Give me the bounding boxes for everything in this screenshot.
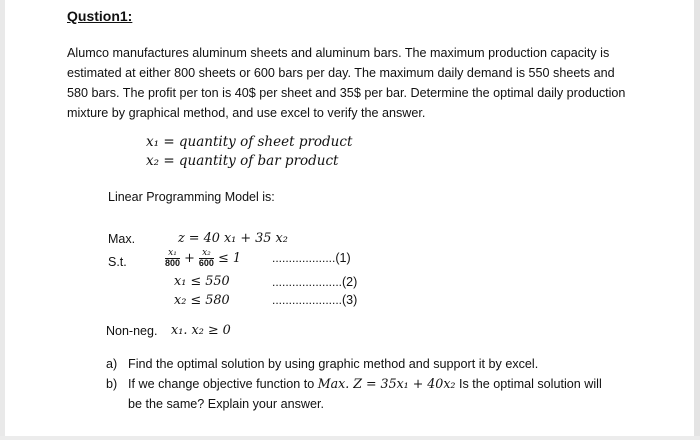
- constraint-1-rhs: ≤ 1: [218, 251, 241, 266]
- lp-model-heading: Linear Programming Model is:: [108, 190, 275, 204]
- question-title: Qustion1:: [67, 8, 133, 24]
- constraint-2: x₁ ≤ 550: [174, 274, 230, 289]
- st-label: S.t.: [108, 255, 127, 269]
- fraction-x2-over-600: $\frac{\text{x₂}}{600}$: [198, 248, 214, 268]
- question-b: b) If we change objective function to Max. Z = 35x₁ + 40x₂ Is the optimal solution will: [106, 376, 602, 391]
- constraint-2-tag: .....................(2): [272, 275, 358, 289]
- constraint-3: x₂ ≤ 580: [174, 293, 230, 308]
- question-a: a) Find the optimal solution by using graphic method and support it by excel.: [106, 357, 539, 371]
- constraint-1: [165, 249, 241, 268]
- plus-sign: +: [184, 251, 195, 266]
- constraint-3-tag: .....................(3): [272, 293, 358, 307]
- definition-x2: x₂ = quantity of bar product: [146, 153, 339, 169]
- fraction-x1-over-800: $\frac{\text{x₁}}{800}$: [165, 248, 181, 268]
- new-objective-formula: Max. Z = 35x₁ + 40x₂: [317, 376, 456, 391]
- question-b-continued: be the same? Explain your answer.: [128, 397, 325, 411]
- question-list: [106, 354, 602, 414]
- constraint-1-tag: ...................(1): [272, 251, 351, 265]
- definition-x1: x₁ = quantity of sheet product: [146, 134, 353, 150]
- max-label: Max.: [108, 232, 136, 246]
- objective-function: z = 40 x₁ + 35 x₂: [178, 231, 288, 246]
- non-neg-constraint: x₁. x₂ ≥ 0: [171, 323, 231, 338]
- problem-statement: Alumco manufactures aluminum sheets and aluminum bars. The maximum production capacity is estimated at either 800 sheets or 600 bars per day. The maximum daily demand is 550 sheets and 580 bars. The profit per ton is 40$ per sheet and 35$ per bar. Determine the optimal daily production mixture by graphical method, and use excel to verify the answer.: [67, 46, 626, 120]
- non-neg-label: Non-neg.: [106, 324, 158, 338]
